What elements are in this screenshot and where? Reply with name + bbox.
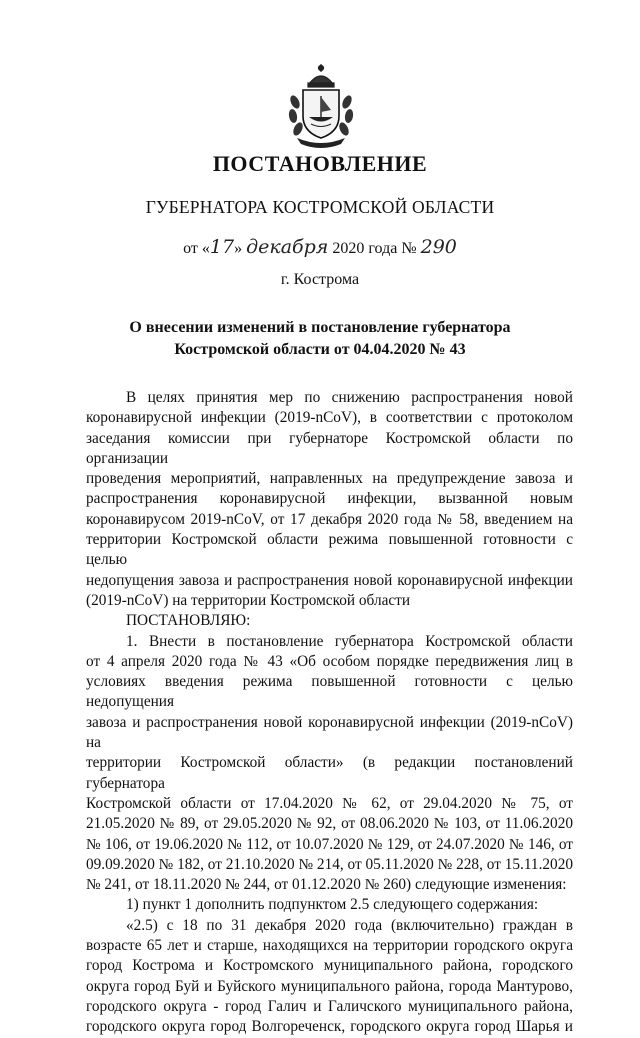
body-line: заседания комиссии при губернаторе Костромской области по организации: [86, 429, 573, 467]
body-line: городского округа город Волгореченск, городского округа город Шарья и: [86, 1018, 573, 1036]
subject-line: Костромской области от 04.04.2020 № 43: [174, 341, 466, 358]
body-line: коронавирусной инфекции (2019-nCoV), в соответствии с протоколом: [86, 409, 573, 427]
subject-line: О внесении изменений в постановление губернатора: [129, 319, 511, 336]
city-name: г. Кострома: [280, 271, 360, 288]
body-line: № 106, от 19.06.2020 № 112, от 10.07.2020 № 129, от 24.07.2020 № 146, от: [86, 835, 573, 853]
body-line: город Кострома и Костромского муниципального района, городского: [86, 957, 573, 975]
body-line: территории Костромской области» (в редакции постановлений губернатора: [86, 754, 573, 792]
body-line: округа город Буй и Буйского муниципального района, города Мантурово,: [86, 977, 573, 995]
issuer-title: ГУБЕРНАТОРА КОСТРОМСКОЙ ОБЛАСТИ: [145, 197, 495, 217]
body-line: завоза и распространения новой коронавирусной инфекции (2019-nCoV) на: [86, 713, 573, 752]
document-body: [86, 388, 573, 1038]
body-line: условиях введения режима повышенной готовности с целью недопущения: [86, 673, 573, 711]
date-line: [0, 236, 640, 258]
coat-of-arms-icon: [283, 62, 359, 148]
document-title: ПОСТАНОВЛЕНИЕ: [212, 151, 428, 176]
body-line: территории Костромской области режима повышенной готовности с целью: [86, 531, 573, 569]
body-line: от 4 апреля 2020 года № 43 «Об особом порядке передвижения лиц в: [86, 652, 573, 670]
handwritten-month: декабря: [246, 236, 329, 258]
date-mid: »: [234, 240, 247, 257]
body-line: ПОСТАНОВЛЯЮ:: [126, 612, 251, 630]
body-line: коронавирусом 2019-nCoV, от 17 декабря 2020 года № 58, введением на: [86, 510, 573, 528]
date-prefix: от «: [183, 240, 210, 257]
document-subject: [0, 317, 640, 361]
body-line: В целях принятия мер по снижению распространения новой: [126, 389, 573, 406]
handwritten-day: 17: [209, 236, 235, 258]
handwritten-number: 290: [420, 236, 457, 258]
body-line: 1. Внести в постановление губернатора Костромской области: [126, 632, 573, 650]
body-line: проведения мероприятий, направленных на предупреждение завоза и: [86, 470, 573, 488]
body-line: городского округа - город Галич и Галичского муниципального района,: [86, 997, 573, 1015]
date-year: 2020 года №: [328, 240, 421, 257]
body-line: «2.5) с 18 по 31 декабря 2020 года (включительно) граждан в: [126, 916, 573, 934]
body-line: Костромской области от 17.04.2020 № 62, от 29.04.2020 № 75, от: [86, 794, 573, 812]
body-line: возрасте 65 лет и старше, находящихся на территории городского округа: [86, 937, 573, 955]
body-line: распространения коронавирусной инфекции, вызванной новым: [86, 490, 573, 508]
body-line: 21.05.2020 № 89, от 29.05.2020 № 92, от 08.06.2020 № 103, от 11.06.2020: [86, 815, 573, 833]
body-line: недопущения завоза и распространения новой коронавирусной инфекции: [86, 571, 573, 589]
body-line: 09.09.2020 № 182, от 21.10.2020 № 214, от 05.11.2020 № 228, от 15.11.2020: [86, 855, 573, 873]
body-line: 1) пункт 1 дополнить подпунктом 2.5 следующего содержания:: [126, 896, 539, 914]
body-line: № 241, от 18.11.2020 № 244, от 01.12.2020 № 260) следующие изменения:: [86, 876, 567, 894]
body-line: (2019-nCoV) на территории Костромской области: [86, 591, 411, 609]
